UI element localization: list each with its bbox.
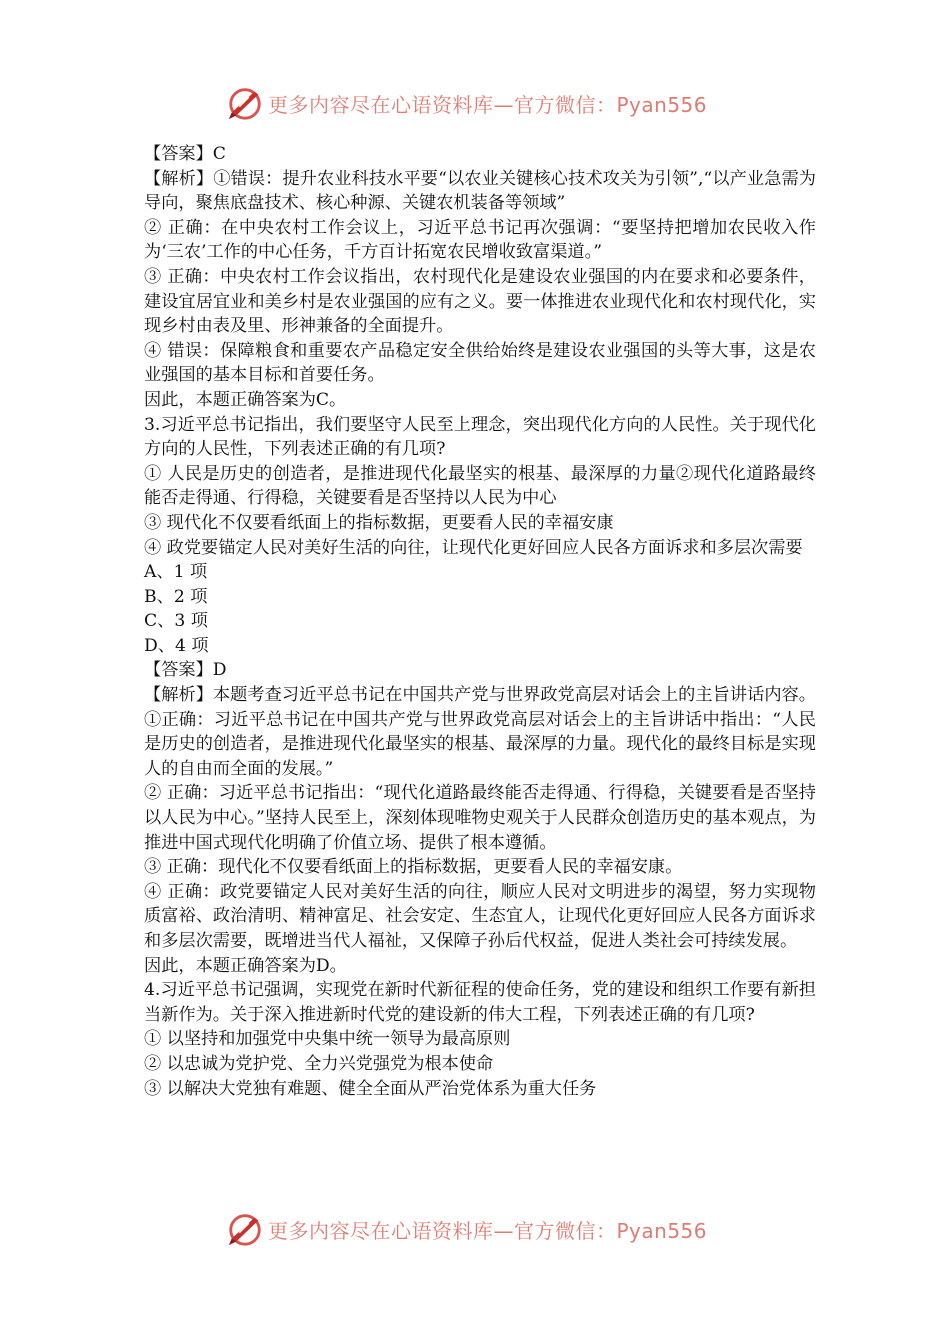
option-c: C、3 项 (144, 611, 208, 632)
analysis-paragraph: ④ 错误：保障粮食和重要农产品稳定安全供给始终是建设农业强国的头等大事，这是农业强国的基本目标和首要任务。 (144, 340, 816, 386)
watermark-text: 更多内容尽在心语资料库—官方微信：Pyan556 (268, 1218, 708, 1243)
option-a: A、1 项 (144, 562, 208, 583)
question-statement: ② 以忠诚为党护党、全力兴党强党为根本使命 (144, 1053, 494, 1074)
option-d: D、4 项 (144, 635, 209, 656)
conclusion-line: 因此，本题正确答案为D。 (144, 955, 347, 976)
analysis-paragraph: 【解析】①错误：提升农业科技水平要“以农业关键核心技术攻关为引领”,“以产业急需为导向，聚焦底盘技术、核心种源、关键农机装备等领域” (144, 168, 816, 214)
answer-line: 【答案】C (144, 144, 226, 164)
analysis-paragraph: ③ 正确：中央农村工作会议指出，农村现代化是建设农业强国的内在要求和必要条件，建设宜居宜业和美乡村是农业强国的应有之义。要一体推进农业现代化和农村现代化，实现乡村由表及里、形神兼备的全面提升。 (144, 266, 816, 337)
question-stem: 3.习近平总书记指出，我们要坚守人民至上理念，突出现代化方向的人民性。关于现代化方向的人民性，下列表述正确的有几项? (144, 414, 816, 460)
answer-line: 【答案】D (144, 660, 227, 681)
question-statement: ① 人民是历史的创造者，是推进现代化最坚实的根基、最深厚的力量②现代化道路最终能否走得通、行得稳，关键要看是否坚持以人民为中心 (144, 463, 816, 509)
footer-watermark-banner (226, 1206, 726, 1252)
header-watermark-banner (226, 80, 726, 126)
pen-circle-logo-icon (226, 84, 264, 122)
analysis-paragraph: 【解析】本题考查习近平总书记在中国共产党与世界政党高层对话会上的主旨讲话内容。①正确：习近平总书记在中国共产党与世界政党高层对话会上的主旨讲话中指出：“人民是历史的创造者，是推进现代化最坚实的根基、最深厚的力量。现代化的最终目标是实现人的自由而全面的发展。” (144, 685, 816, 779)
pen-circle-logo-icon (226, 1210, 264, 1248)
question-statement: ④ 政党要锚定人民对美好生活的向往，让现代化更好回应人民各方面诉求和多层次需要 (144, 537, 803, 558)
question-statement: ③ 现代化不仅要看纸面上的指标数据，更要看人民的幸福安康 (144, 512, 614, 533)
question-statement: ① 以坚持和加强党中央集中统一领导为最高原则 (144, 1029, 511, 1050)
document-body (144, 142, 816, 1101)
analysis-paragraph: ② 正确：在中央农村工作会议上，习近平总书记再次强调：“要坚持把增加农民收入作为‘三农’工作的中心任务，千方百计拓宽农民增收致富渠道。” (144, 217, 816, 263)
question-statement: ③ 以解决大党独有难题、健全全面从严治党体系为重大任务 (144, 1078, 597, 1099)
analysis-paragraph: ③ 正确：现代化不仅要看纸面上的指标数据，更要看人民的幸福安康。 (144, 857, 683, 878)
conclusion-line: 因此，本题正确答案为C。 (144, 389, 347, 410)
question-stem: 4.习近平总书记强调，实现党在新时代新征程的使命任务，党的建设和组织工作要有新担当新作为。关于深入推进新时代党的建设新的伟大工程，下列表述正确的有几项? (144, 980, 816, 1025)
option-b: B、2 项 (144, 586, 208, 607)
watermark-text: 更多内容尽在心语资料库—官方微信：Pyan556 (268, 92, 708, 117)
analysis-paragraph: ② 正确：习近平总书记指出：“现代化道路最终能否走得通、行得稳，关键要看是否坚持以人民为中心。”坚持人民至上，深刻体现唯物史观关于人民群众创造历史的基本观点，为推进中国式现代化明确了价值立场、提供了根本遵循。 (144, 783, 816, 853)
analysis-paragraph: ④ 正确：政党要锚定人民对美好生活的向往，顺应人民对文明进步的渴望，努力实现物质富裕、政治清明、精神富足、社会安定、生态宜人，让现代化更好回应人民各方面诉求和多层次需要，既增进当代人福祉，又保障子孙后代权益，促进人类社会可持续发展。 (144, 881, 816, 951)
